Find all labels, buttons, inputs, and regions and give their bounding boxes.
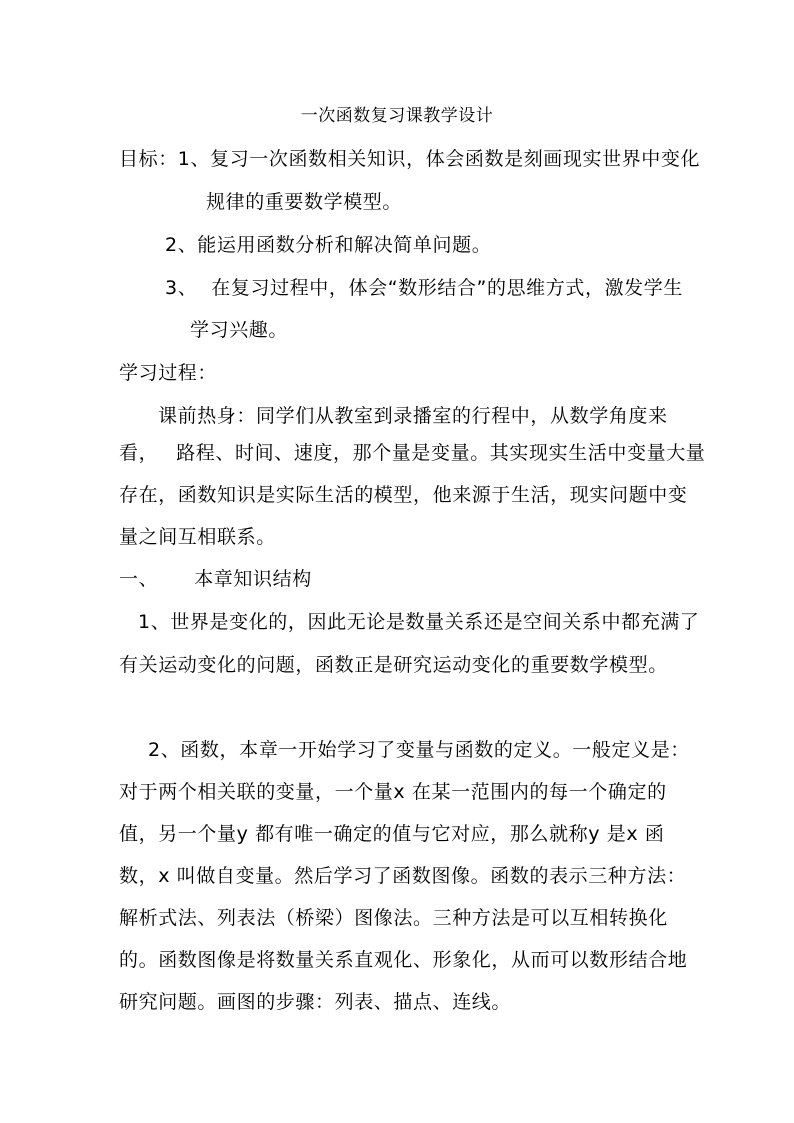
section-1-heading [119, 567, 312, 591]
objective-line-3 [165, 276, 683, 300]
document-title: 一次函数复习课教学设计 [300, 106, 494, 126]
process-heading: 学习过程： [119, 362, 218, 384]
warmup-line-4: 量之间互相联系。 [119, 526, 276, 548]
paragraph-2-line-6: 的。函数图像是将数量关系直观化、形象化，从而可以数形结合地 [119, 949, 688, 971]
section-1-number: 一、 [119, 568, 159, 590]
paragraph-1-line-1: 1、世界是变化的，因此无论是数量关系还是空间关系中都充满了 [138, 611, 700, 633]
warmup-line-2b: 路程、时间、速度，那个量是变量。其实现实生活中变量大量 [176, 442, 706, 464]
warmup-line-2 [119, 441, 705, 465]
paragraph-2-line-3: 值，另一个量y 都有唯一确定的值与它对应，那么就称y 是x 函 [119, 823, 665, 845]
paragraph-2-line-5: 解析式法、列表法（桥梁）图像法。三种方法是可以互相转换化 [119, 907, 668, 929]
objective-line-1-cont: 规律的重要数学模型。 [206, 191, 403, 213]
section-1-title: 本章知识结构 [194, 568, 312, 590]
warmup-line-2a: 看， [119, 442, 159, 464]
paragraph-2-line-2: 对于两个相关联的变量，一个量x 在某一范围内的每一个确定的 [119, 781, 667, 803]
objective-line-2: 2、能运用函数分析和解决简单问题。 [165, 234, 492, 256]
objective-line-3-cont: 学习兴趣。 [190, 319, 289, 341]
objective-3-number: 3、 [165, 277, 198, 299]
paragraph-1-line-2: 有关运动变化的问题，函数正是研究运动变化的重要数学模型。 [119, 654, 668, 676]
objective-3-text: 在复习过程中，体会“数形结合”的思维方式，激发学生 [211, 277, 683, 299]
paragraph-2-line-1: 2、函数，本章一开始学习了变量与函数的定义。一般定义是： [148, 739, 690, 761]
objective-line-1: 目标：1、复习一次函数相关知识，体会函数是刻画现实世界中变化 [119, 148, 701, 170]
warmup-line-1: 课前热身：同学们从教室到录播室的行程中，从数学角度来 [158, 405, 668, 427]
paragraph-2-line-7: 研究问题。画图的步骤：列表、描点、连线。 [119, 991, 512, 1013]
paragraph-2-line-4: 数，x 叫做自变量。然后学习了函数图像。函数的表示三种方法： [119, 865, 687, 887]
warmup-line-3: 存在，函数知识是实际生活的模型，他来源于生活，现实问题中变 [119, 484, 688, 506]
